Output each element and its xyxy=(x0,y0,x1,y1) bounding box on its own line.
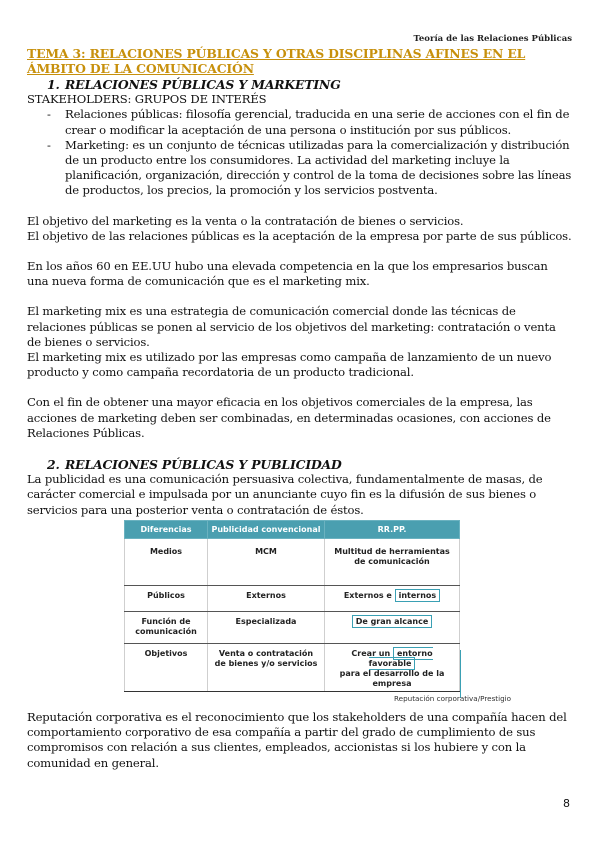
table-cell: Objetivos xyxy=(125,644,208,692)
table-cell xyxy=(325,644,460,692)
section-number-2: 2. xyxy=(47,457,60,473)
closing-paragraph-block xyxy=(27,710,572,771)
list-item xyxy=(27,107,572,137)
annotation-note: Reputación corporativa/Prestigio xyxy=(394,694,512,703)
running-header: Teoría de las Relaciones Públicas xyxy=(413,34,572,44)
paragraph: El objetivo de las relaciones públicas es la aceptación de la empresa por parte de sus públicos. xyxy=(27,228,572,243)
paragraph: La publicidad es una comunicación persuasiva colectiva, fundamentalmente de masas, de carácter comercial e impulsada por un anunciante cuyo fin es la difusión de sus bienes o servicios para una posterior venta o contratación de éstos. xyxy=(27,472,543,517)
column-header: Publicidad convencional xyxy=(208,521,325,539)
table-row xyxy=(125,539,460,586)
list-item xyxy=(27,138,572,199)
table-cell: Venta o contratación de bienes y/o servicios xyxy=(208,644,325,692)
table-cell: Multitud de herramientas de comunicación xyxy=(325,539,460,586)
comparison-table-image xyxy=(124,520,460,690)
paragraph: El objetivo del marketing es la venta o la contratación de bienes o servicios. xyxy=(27,213,464,228)
table-cell: MCM xyxy=(208,539,325,586)
highlight-box: De gran alcance xyxy=(352,615,433,628)
section-title-2: RELACIONES PÚBLICAS Y PUBLICIDAD xyxy=(65,457,342,473)
dash-bullet-icon: - xyxy=(47,107,51,122)
table-header-row xyxy=(125,521,460,539)
paragraph: El marketing mix es una estrategia de comunicación comercial donde las técnicas de relaciones públicas se ponen al servicio de los objetivos del marketing: contratación o venta de bienes o servicios. xyxy=(27,304,556,349)
table-cell xyxy=(325,586,460,612)
table-cell: Especializada xyxy=(208,612,325,644)
bullet-text: Marketing: es un conjunto de técnicas utilizadas para la comercialización y distribución de un producto entre los consumidores. La actividad del marketing incluye la planificación, organización, dirección y control de la toma de decisiones sobre las líneas de productos, los precios, la promoción y los servicios postventa. xyxy=(65,137,572,198)
table-cell xyxy=(325,612,460,644)
table-cell: Función de comunicación xyxy=(125,612,208,644)
cell-text: Externos e xyxy=(343,591,392,600)
paragraph: En los años 60 en EE.UU hubo una elevada competencia en la que los empresarios buscan una nueva forma de comunicación que es el marketing mix. xyxy=(27,259,548,289)
column-header: RR.PP. xyxy=(325,521,460,539)
table-row xyxy=(125,612,460,644)
table-row xyxy=(125,586,460,612)
cell-text: Crear un xyxy=(351,649,391,658)
main-content xyxy=(27,47,572,518)
comparison-table xyxy=(124,520,460,692)
highlight-box: entorno favorable xyxy=(368,649,433,668)
dash-bullet-icon: - xyxy=(47,137,51,152)
bullet-text: Relaciones públicas: filosofía gerencial, traducida en una serie de acciones con el fin de crear o modificar la aceptación de una persona o institución por sus públicos. xyxy=(65,107,570,137)
section-heading-2 xyxy=(27,457,572,472)
highlight-box: internos xyxy=(395,589,441,602)
section-heading-1 xyxy=(27,77,572,92)
table-cell: Externos xyxy=(208,586,325,612)
cell-text: para el desarrollo de la empresa xyxy=(339,669,445,688)
chapter-title: TEMA 3: RELACIONES PÚBLICAS Y OTRAS DISCIPLINAS AFINES EN EL ÁMBITO DE LA COMUNICACIÓN xyxy=(27,46,526,76)
section-number-1: 1. xyxy=(47,77,60,92)
paragraph: Reputación corporativa es el reconocimiento que los stakeholders de una compañía hacen del comportamiento corporativo de esa compañía a partir del grado de cumplimiento de sus compromisos con relación a sus clientes, empleados, accionistas si los hubiere y con la comunidad en general. xyxy=(27,710,567,770)
paragraph: El marketing mix es utilizado por las empresas como campaña de lanzamiento de un nuevo producto y como campaña recordatoria de un producto tradicional. xyxy=(27,350,552,380)
definitions-list xyxy=(27,107,572,198)
column-header: Diferencias xyxy=(125,521,208,539)
paragraph: Con el fin de obtener una mayor eficacia en los objetivos comerciales de la empresa, las acciones de marketing deben ser combinadas, en determinadas ocasiones, con acciones de Relaciones Públicas. xyxy=(27,395,551,440)
table-row xyxy=(125,644,460,692)
table-cell: Medios xyxy=(125,539,208,586)
stakeholders-line: STAKEHOLDERS: GRUPOS DE INTERÉS xyxy=(27,92,267,107)
section-title-1: RELACIONES PÚBLICAS Y MARKETING xyxy=(65,77,341,92)
page-number: 8 xyxy=(563,797,570,810)
table-cell: Públicos xyxy=(125,586,208,612)
annotation-line xyxy=(460,650,461,698)
